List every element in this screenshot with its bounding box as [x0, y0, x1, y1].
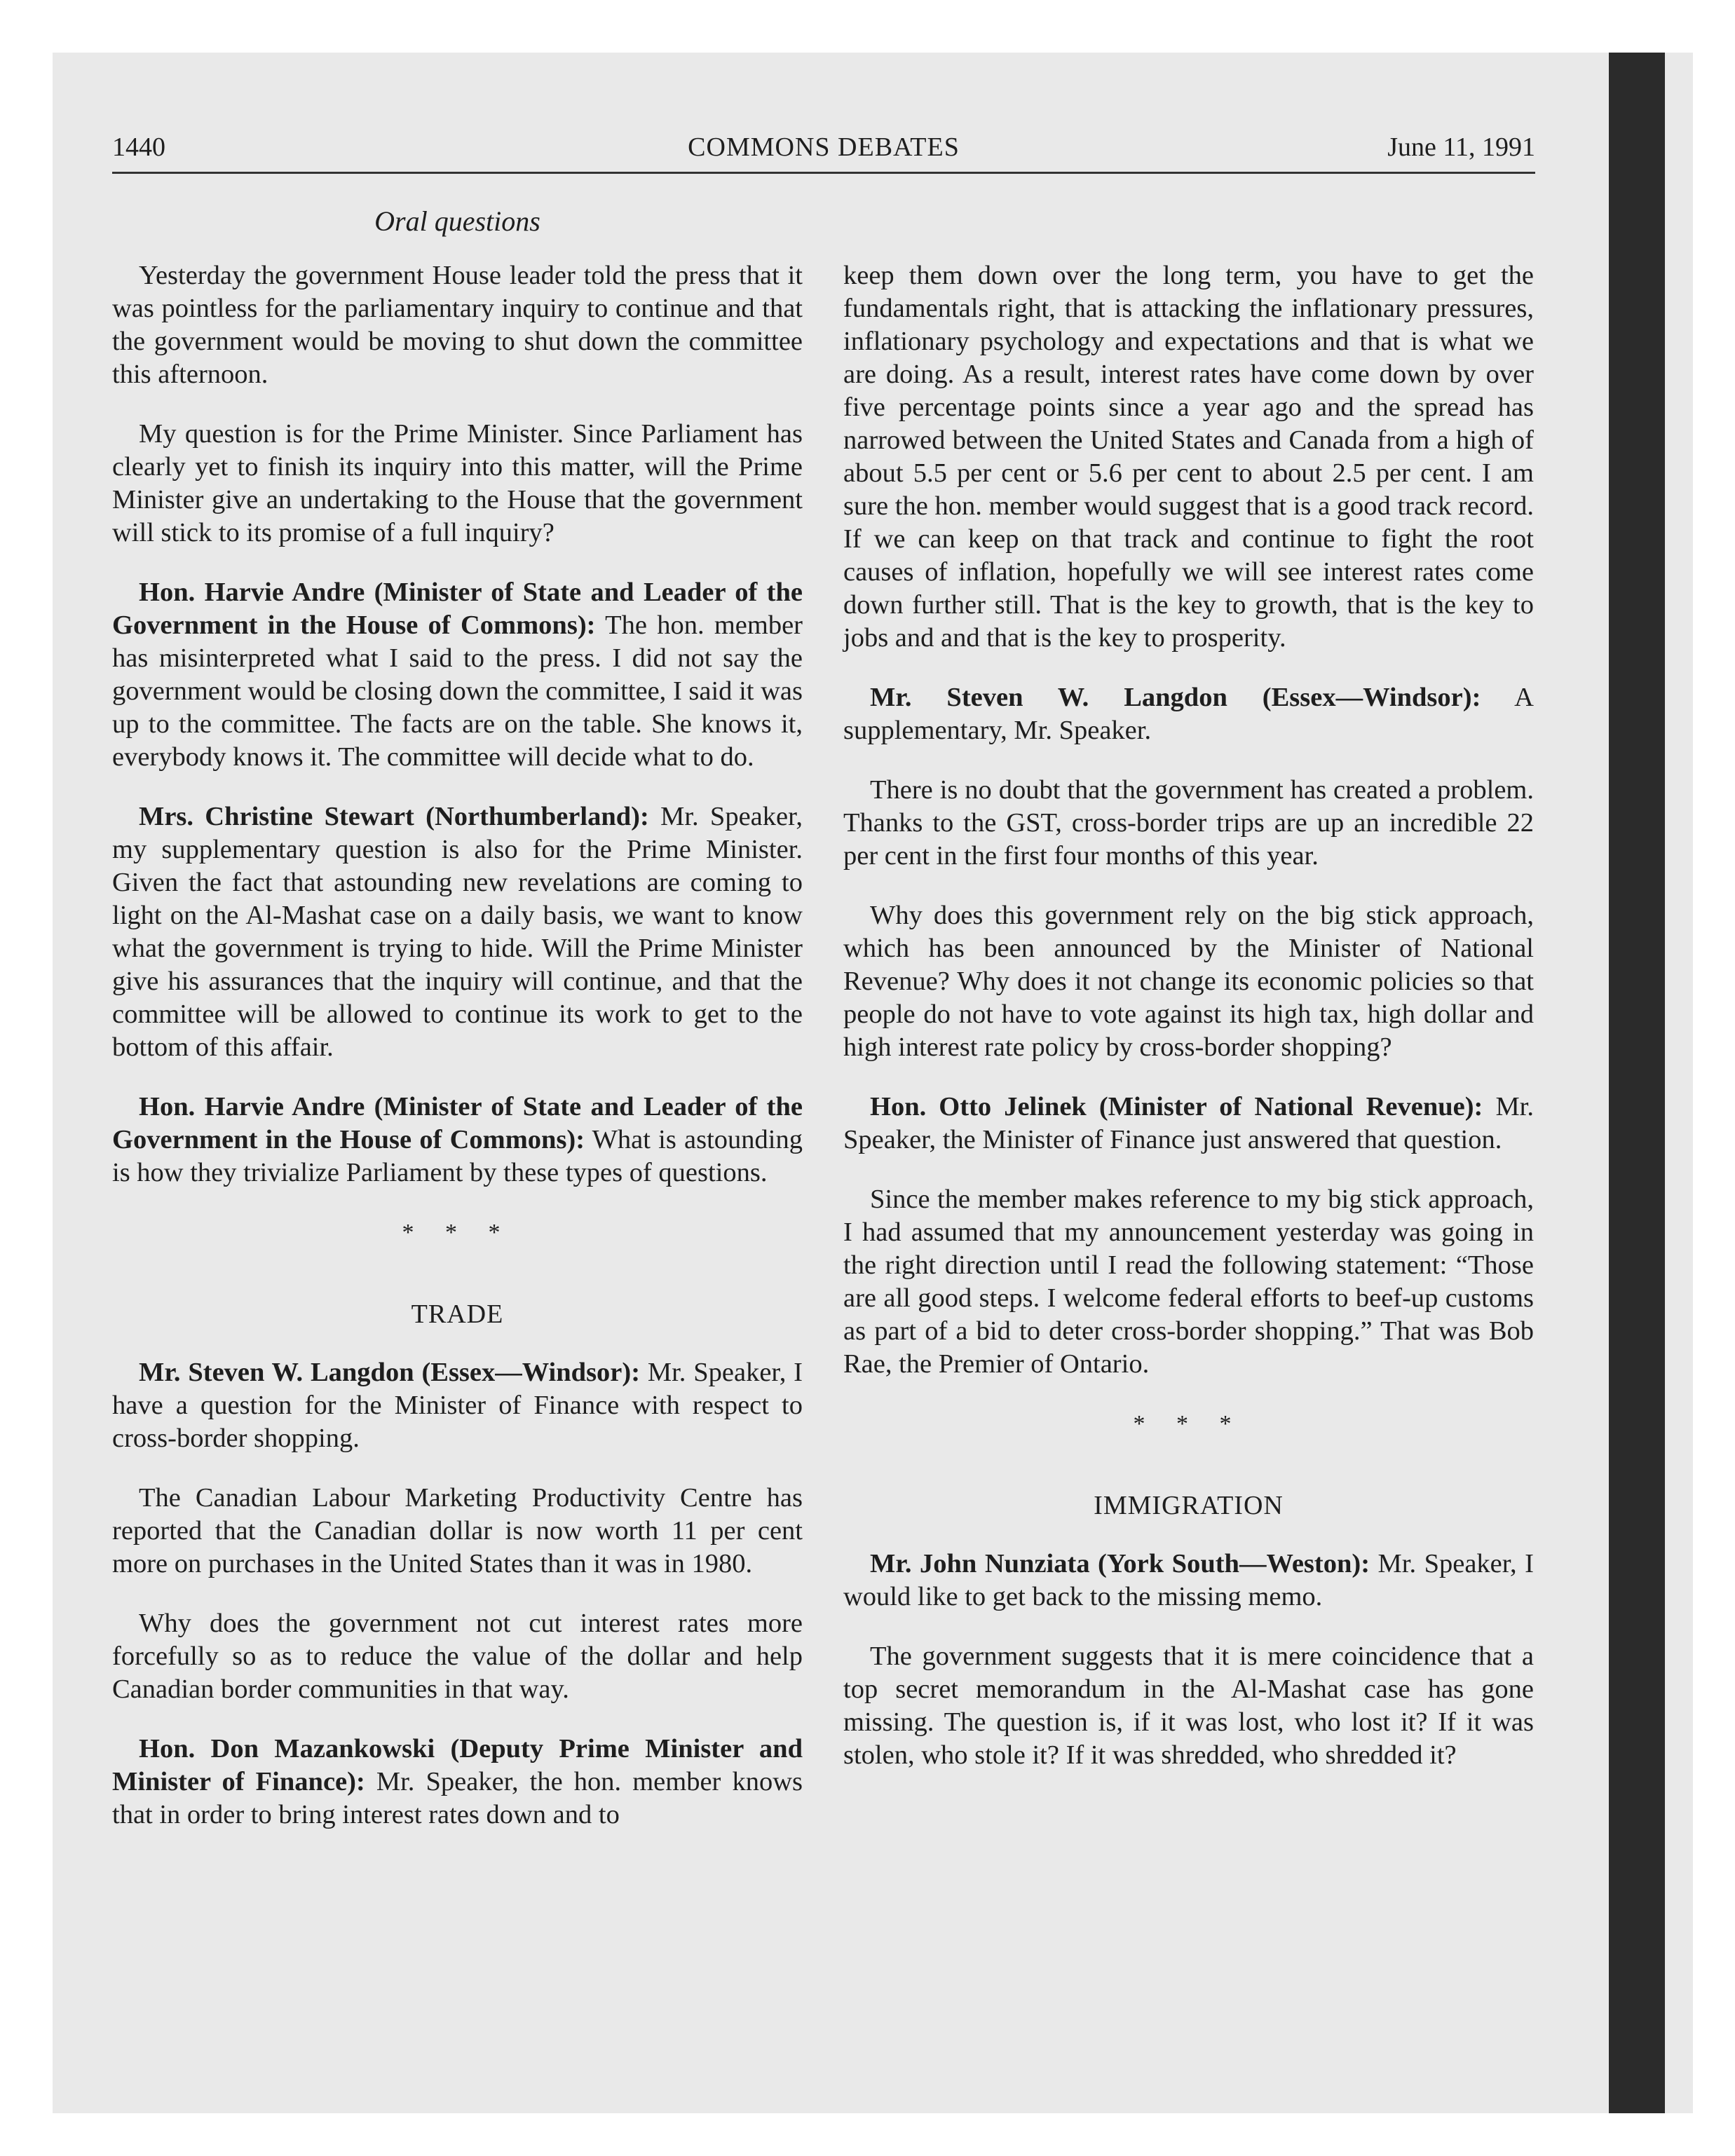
speech-text: Mr. Speaker, I have a question for the Minister of Finance with respect to cross-border shopping.: [112, 1358, 803, 1453]
left-column: [112, 259, 803, 1858]
section-separator: * * *: [402, 1220, 513, 1246]
speaker-name: Hon. Don Mazankowski (Deputy Prime Minister and Minister of Finance):: [112, 1734, 803, 1796]
paragraph: The government suggests that it is mere coincidence that a top secret memorandum in the Al-Mashat case has gone missing. The question is, if it was lost, who lost it? If it was stolen, who stole it? If it was shredded, who shredded it?: [843, 1642, 1534, 1770]
speaker-name: Hon. Harvie Andre (Minister of State and Leader of the Government in the House of Commons):: [112, 1092, 803, 1154]
speech-text: What is astounding is how they trivialize Parliament by these types of questions.: [112, 1125, 803, 1187]
section-separator: * * *: [1133, 1411, 1244, 1437]
paragraph: The Canadian Labour Marketing Productivity Centre has reported that the Canadian dollar is now worth 11 per cent more on purchases in the United States than it was in 1980.: [112, 1483, 803, 1578]
paragraph: Yesterday the government House leader told the press that it was pointless for the parliamentary inquiry to continue and that the government would be moving to shut down the committee this afternoon.: [112, 261, 803, 389]
topic-heading: IMMIGRATION: [1094, 1491, 1284, 1520]
speech: [112, 800, 803, 1064]
topic-heading: TRADE: [411, 1299, 504, 1329]
header-rule: [112, 172, 1535, 174]
speaker-name: Hon. Otto Jelinek (Minister of National Revenue):: [870, 1092, 1483, 1121]
paragraph: My question is for the Prime Minister. Since Parliament has clearly yet to finish its inquiry into this matter, will the Prime Minister give an undertaking to the House that the government will stick to its promise of a full inquiry?: [112, 419, 803, 547]
speech: [112, 1356, 803, 1455]
paragraph: Why does this government rely on the big stick approach, which has been announced by the Minister of National Revenue? Why does it not change its economic policies so that people do not have to vote against its high tax, high dollar and high interest rate policy by cross-border shopping?: [843, 901, 1534, 1062]
speaker-name: Hon. Harvie Andre (Minister of State and Leader of the Government in the House of Commons):: [112, 578, 803, 640]
speech-text: The hon. member has misinterpreted what I said to the press. I did not say the government would be closing down the committee, I said it was up to the committee. The facts are on the table. She knows it, everybody knows it. The committee will decide what to do.: [112, 610, 803, 772]
speech-text: Mr. Speaker, the Minister of Finance just answered that question.: [843, 1092, 1534, 1154]
paragraph: Why does the government not cut interest rates more forcefully so as to reduce the value of the dollar and help Canadian border communities in that way.: [112, 1609, 803, 1704]
page-header: [112, 132, 1535, 174]
speech-text: Mr. Speaker, I would like to get back to the missing memo.: [843, 1549, 1534, 1611]
speech-text: A supplementary, Mr. Speaker.: [843, 683, 1534, 745]
speech: [112, 1733, 803, 1831]
speech: [112, 576, 803, 774]
speaker-name: Mrs. Christine Stewart (Northumberland):: [139, 802, 649, 831]
scan-edge-shadow: [1609, 53, 1665, 2113]
page-number: 1440: [112, 132, 165, 162]
paragraph: keep them down over the long term, you have to get the fundamentals right, that is attacking the inflationary pressures, inflationary psychology and expectations and that is what we are doing. As a result, interest rates have come down by over five percentage points since a year ago and the spread has narrowed between the United States and Canada from a high of about 5.5 per cent or 5.6 per cent to about 2.5 per cent. I am sure the hon. member would suggest that is a good track record. If we can keep on that track and continue to fight the root causes of inflation, hopefully we will see interest rates come down further still. That is the key to growth, that is the key to jobs and and that is the key to prosperity.: [843, 261, 1534, 653]
speech: [843, 681, 1534, 747]
section-title: Oral questions: [374, 205, 540, 237]
speaker-name: Mr. Steven W. Langdon (Essex—Windsor):: [870, 683, 1481, 712]
paragraph: Since the member makes reference to my big stick approach, I had assumed that my announcement yesterday was going in the right direction until I read the following statement: “Those are all good steps. I welcome federal efforts to beef-up customs as part of a bid to deter cross-border shopping.” That was Bob Rae, the Premier of Ontario.: [843, 1185, 1534, 1379]
paragraph: There is no doubt that the government has created a problem. Thanks to the GST, cross-border trips are up an incredible 22 per cent in the first four months of this year.: [843, 775, 1534, 871]
right-column: [843, 259, 1534, 1799]
header-date: June 11, 1991: [1387, 132, 1535, 162]
speech: [112, 1091, 803, 1189]
speech-text: Mr. Speaker, my supplementary question is also for the Prime Minister. Given the fact that astounding new revelations are coming to light on the Al-Mashat case on a daily basis, we want to know what the government is trying to hide. Will the Prime Minister give his assurances that the inquiry will continue, and that the committee will be allowed to continue its work to get to the bottom of this affair.: [112, 802, 803, 1062]
speaker-name: Mr. John Nunziata (York South—Weston):: [870, 1549, 1370, 1578]
publication-title: COMMONS DEBATES: [688, 132, 960, 162]
speech: [843, 1091, 1534, 1157]
speech: [843, 1548, 1534, 1613]
speaker-name: Mr. Steven W. Langdon (Essex—Windsor):: [139, 1358, 641, 1387]
speech-text: Mr. Speaker, the hon. member knows that in order to bring interest rates down and to: [112, 1767, 803, 1829]
